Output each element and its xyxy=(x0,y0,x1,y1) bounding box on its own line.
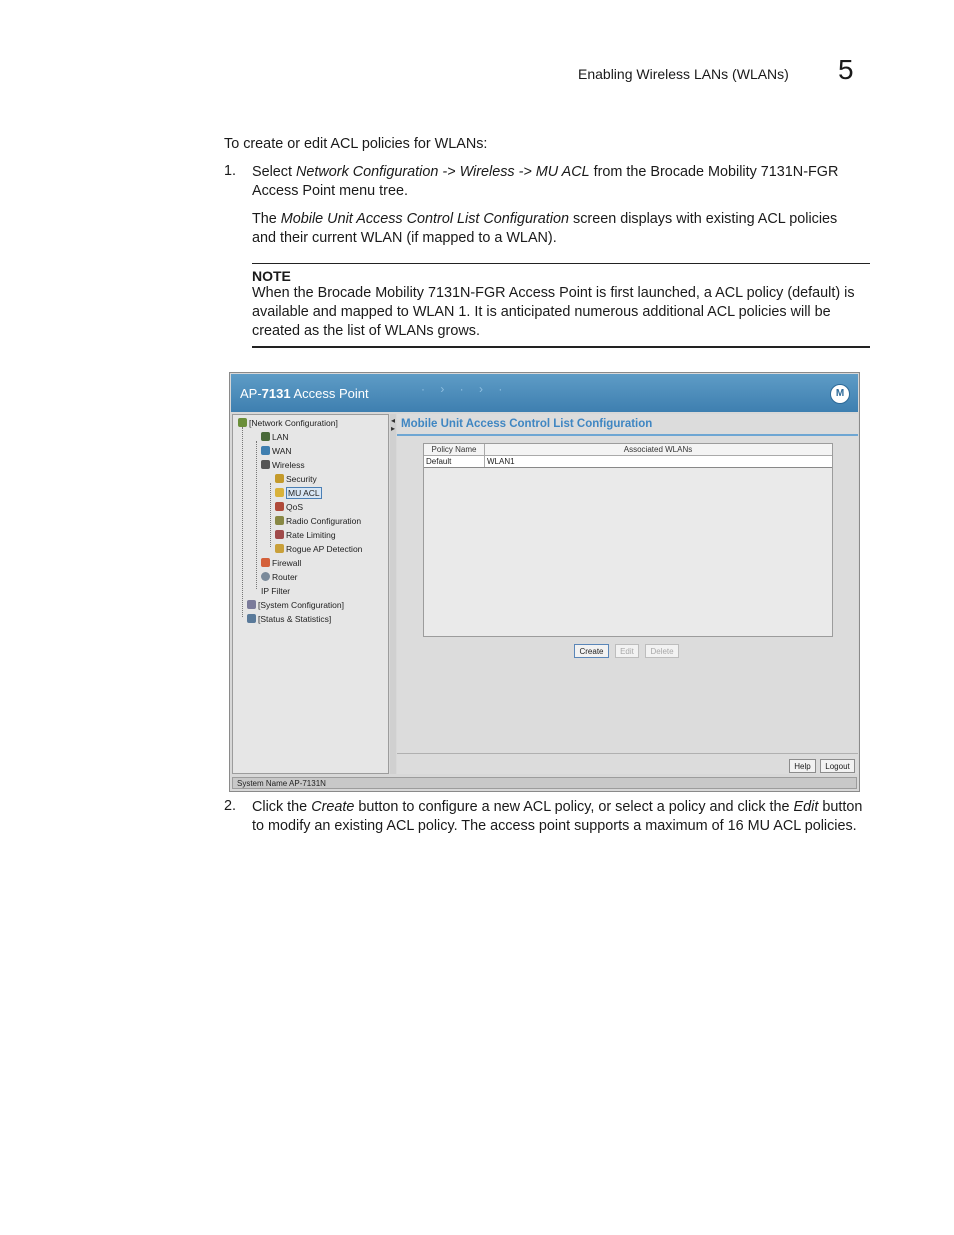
running-header-title: Enabling Wireless LANs (WLANs) xyxy=(578,66,789,82)
statistics-icon xyxy=(247,614,256,623)
edit-term: Edit xyxy=(793,799,819,815)
create-term: Create xyxy=(311,799,355,815)
tree-item-qos[interactable]: QoS xyxy=(275,502,303,512)
step-1-detail: The Mobile Unit Access Control List Configuration screen displays with existing ACL policies and their current WLAN (if mapped to a WLAN). xyxy=(252,211,838,246)
note-text: When the Brocade Mobility 7131N-FGR Access Point is first launched, a ACL policy (default) is available and mapped to WLAN 1. It is anticipated numerous additional ACL policies will be created as the list of WLANs grows. xyxy=(252,285,855,339)
tree-item-wan[interactable]: WAN xyxy=(261,446,292,456)
panel-title: Mobile Unit Access Control List Configuration xyxy=(401,418,653,430)
tree-item-status-statistics[interactable]: [Status & Statistics] xyxy=(247,614,331,624)
system-config-icon xyxy=(247,600,256,609)
tree-item-wireless[interactable]: Wireless xyxy=(261,460,305,470)
tree-item-network-configuration[interactable]: [Network Configuration] xyxy=(238,418,338,428)
wan-icon xyxy=(261,446,270,455)
radio-icon xyxy=(275,516,284,525)
qos-icon xyxy=(275,502,284,511)
cell-policy-name: Default xyxy=(426,457,452,466)
lan-icon xyxy=(261,432,270,441)
logout-button[interactable]: Logout xyxy=(820,759,855,773)
firewall-icon xyxy=(261,558,270,567)
table-header xyxy=(424,444,832,456)
tree-item-rogue-ap-detection[interactable]: Rogue AP Detection xyxy=(275,544,362,554)
create-button[interactable]: Create xyxy=(574,644,609,658)
tree-item-ip-filter[interactable]: IP Filter xyxy=(261,586,291,596)
screen-name: Mobile Unit Access Control List Configuration xyxy=(280,211,570,227)
menu-tree xyxy=(232,414,389,774)
step-2-number: 2. xyxy=(224,798,237,814)
wireless-icon xyxy=(261,460,270,469)
tree-item-security[interactable]: Security xyxy=(275,474,317,484)
menu-path: Network Configuration -> Wireless -> MU ACL xyxy=(296,164,590,180)
tree-item-firewall[interactable]: Firewall xyxy=(261,558,301,568)
chapter-number: 5 xyxy=(838,54,854,85)
router-icon xyxy=(261,572,270,581)
step-2-text: Click the Create button to configure a new ACL policy, or select a policy and click the Edit button to modify an existing ACL policy. The access point supports a maximum of 16 MU ACL policies. xyxy=(252,799,863,834)
collapse-arrow-icon[interactable]: ◂ ▸ xyxy=(391,416,396,433)
step-1-number: 1. xyxy=(224,163,237,179)
title-banner xyxy=(231,374,858,412)
step-1-text: Select Network Configuration -> Wireless -> MU ACL from the Brocade Mobility 7131N-FGR Access Point menu tree. xyxy=(252,164,839,199)
tree-item-router[interactable]: Router xyxy=(261,572,298,582)
table-row[interactable] xyxy=(424,456,832,468)
tree-item-radio-configuration[interactable]: Radio Configuration xyxy=(275,516,361,526)
note-box xyxy=(252,263,870,348)
content-panel xyxy=(397,414,858,774)
rogue-ap-icon xyxy=(275,544,284,553)
column-policy-name[interactable]: Policy Name xyxy=(431,445,477,454)
acl-policy-table xyxy=(423,443,833,637)
intro-text: To create or edit ACL policies for WLANs: xyxy=(224,136,488,152)
title-rule xyxy=(397,434,858,436)
status-bar: System Name AP-7131N xyxy=(232,777,857,789)
help-button[interactable]: Help xyxy=(789,759,816,773)
tree-item-mu-acl[interactable]: MU ACL xyxy=(275,488,322,498)
motorola-logo-icon: M xyxy=(830,384,850,404)
banner-title: AP-7131 Access Point xyxy=(240,386,369,401)
network-icon xyxy=(238,418,247,427)
cell-associated-wlans: WLAN1 xyxy=(487,457,515,466)
pane-splitter[interactable] xyxy=(390,414,396,774)
tree-item-rate-limiting[interactable]: Rate Limiting xyxy=(275,530,336,540)
tree-item-lan[interactable]: LAN xyxy=(261,432,289,442)
delete-button[interactable]: Delete xyxy=(645,644,679,658)
mu-acl-icon xyxy=(275,488,284,497)
column-associated-wlans[interactable]: Associated WLANs xyxy=(623,445,693,454)
banner-decoration: · › · › · xyxy=(421,382,509,396)
security-icon xyxy=(275,474,284,483)
edit-button[interactable]: Edit xyxy=(615,644,639,658)
note-title: NOTE xyxy=(252,268,291,284)
ap-config-window xyxy=(229,372,860,792)
rate-limiting-icon xyxy=(275,530,284,539)
tree-item-system-configuration[interactable]: [System Configuration] xyxy=(247,600,344,610)
